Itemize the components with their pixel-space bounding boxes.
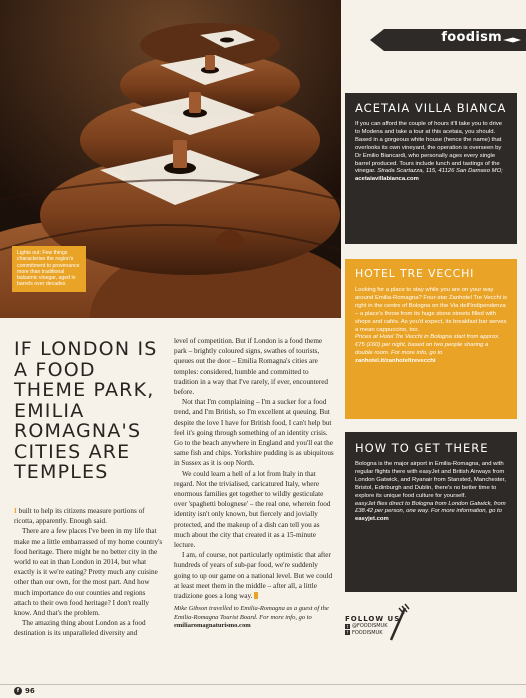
- article-paragraph: There are a few places I've been in my life that make me a little embarrassed of my home country's food heritage. There might be no better city in the world to eat in than London in 2014, but what exactly is it we're eating? Pretty much any cuisine other than our own, for the most part. And how much importance do our counties and regions attach to their own food heritage? I don't really know. And that's the problem.: [14, 527, 163, 618]
- acetaia-text: If you can afford the couple of hours it'll take you to drive to Modena and take a tour at this acetaia, you should. Based in a gorgeous white house (hence the name) that overlooks its own vineyard, the operation is overseen by Dr Emilio Biancardi, who personally ages every single barrel produced. Tours include lunch and tastings of the vinegar.: [355, 121, 503, 175]
- knife-icon: [503, 37, 521, 43]
- article-paragraph: [14, 506, 164, 526]
- getting-there-box: [345, 432, 517, 592]
- facebook-icon: f: [346, 630, 349, 636]
- fork-icon: [387, 602, 411, 642]
- acetaia-address: Strada Scartazza, 115, 41126 San Damaso MO;: [377, 168, 503, 175]
- twitter-icon: t: [346, 623, 349, 629]
- hotel-body: [355, 287, 507, 366]
- facebook-handle: FOODISMUK: [352, 629, 383, 636]
- hotel-title: HOTEL TRE VECCHI: [355, 267, 475, 280]
- end-mark: [254, 592, 258, 599]
- page-number-text: 96: [25, 687, 35, 695]
- photo-caption: Lights out: Few things characterise the region's commitment to provenance more than traditional balsamic vinegar, aged in barrels over decades: [12, 246, 86, 292]
- section-tab-label: foodism: [441, 30, 502, 45]
- article-paragraph: level of competition. But if London is a food theme park – brightly coloured signs, swathes of tourists, queues out the door – Emilia Romagna's cities are temples: considered, humble and committed to tradition in a way that I've rarely, if ever, encountered before.: [174, 337, 329, 397]
- getting-there-title: HOW TO GET THERE: [355, 441, 489, 455]
- dropcap: I: [14, 507, 17, 515]
- acetaia-title: ACETAIA VILLA BIANCA: [355, 101, 507, 115]
- acetaia-body: [355, 121, 507, 184]
- footer-rule: [0, 684, 526, 685]
- credit-text: Mike Gibson travelled to Emilia-Romagna as a guest of the Emilia-Romagna Tourist Board. For more info, go to: [174, 605, 329, 621]
- hotel-price: Prices at Hotel Tre Vecchi in Bologna start from approx. €75 (£60) per night, based on two people sharing a double room. For more info, go to: [355, 334, 500, 357]
- article-column-2: [174, 336, 334, 631]
- page-number: [14, 687, 35, 695]
- article-paragraph: Not that I'm complaining – I'm a sucker for a food trend, and I'm British, so I'm excellent at queuing. But despite the love I have for British food, I can't help but feel it's going through something of an identity crisis. Go to the beach anywhere in England and you'll eat the same fish and chips. Yorkshire pudding is as ubiquitous in Sussex as it is oop North.: [174, 398, 334, 468]
- twitter-handle: @FOODISMUK: [352, 623, 388, 629]
- foodism-badge-icon: f: [14, 687, 22, 695]
- getting-there-text: Bologna is the major airport in Emilia-Romagna, and with regular flights there with easyJet and British Airways from London Gatwick, and Ryanair from Stansted, Manchester, Bristol, Edinburgh and Dublin, there's no better time to explore its unique food culture for yourself.: [355, 461, 506, 499]
- follow-title: FOLLOW US: [345, 615, 401, 623]
- article-paragraph: The amazing thing about London as a food destination is its unparalleled diversity and: [14, 619, 146, 638]
- article-credit: [174, 605, 334, 631]
- article-text: I am, of course, not particularly optimistic that after hundreds of years of sub-par food, we're suddenly going to up our game on a national level. But we could at least meet them in the middle – after all, a little tradizione goes a long way.: [174, 551, 333, 601]
- article-text: built to help its citizens measure portions of ricotta, apparently. Enough said.: [14, 507, 145, 526]
- article-paragraph: [174, 550, 334, 601]
- getting-there-fares: easyJet flies direct to Bologna from London Gatwick, from £38.42 per person, one way. For more information, go to: [355, 500, 506, 515]
- getting-there-body: [355, 461, 507, 524]
- article-column-1: [14, 506, 164, 639]
- hotel-link[interactable]: zanhotel.it/zanhoteltrevecchi: [355, 358, 436, 365]
- article-paragraph: We could learn a hell of a lot from Italy in that regard. Not the trivialised, caricatured Italy, where enormous families get together to wildly gesticulate over 'spaghetti bolognese' – the real one, wherein food identity isn't only known, but fiercely and jovially protected, and the makeup of a dish can tell you as much about the city that created it as a 15-minute lecture.: [174, 469, 331, 550]
- getting-there-link[interactable]: easyjet.com: [355, 516, 389, 523]
- hotel-text: Looking for a place to stay while you are on your way around Emilia-Romagna? Four-star Zanhotel Tre Vecchi is right in the centre of Bologna on the Via dell'Indipendenza – a place's throw from its huge stone streets filled with shops and cafés. As you'd expect, its breakfast bar serves a mean cappuccino, too.: [355, 287, 507, 333]
- article-headline: IF LONDON IS A FOOD THEME PARK, EMILIA ROMAGNA'S CITIES ARE TEMPLES: [14, 338, 158, 483]
- acetaia-box: [345, 93, 517, 244]
- credit-link[interactable]: emiliaromagnaturismo.com: [174, 622, 251, 630]
- hotel-box: [345, 259, 517, 419]
- acetaia-link[interactable]: acetaiavillabianca.com: [355, 176, 419, 183]
